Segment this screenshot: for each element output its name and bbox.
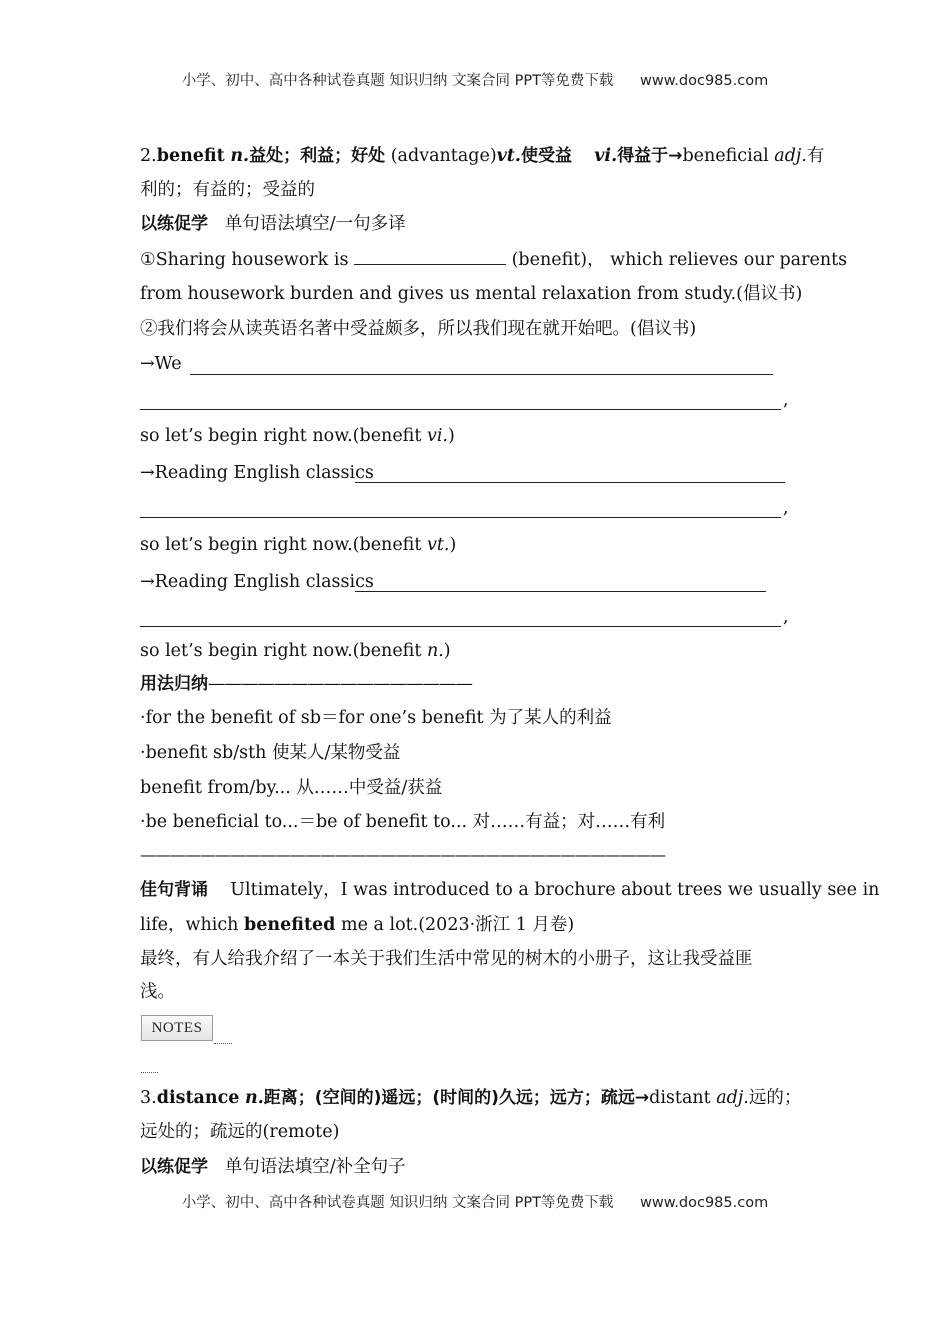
notes-dotted-line — [141, 1072, 158, 1073]
usage-label: 用法归纳 — [140, 674, 208, 694]
meaning-vt: 使受益 — [521, 146, 572, 166]
usage-item: ·for the benefit of sb＝for one’s benefit 为了某人的利益 — [140, 708, 612, 728]
usage-item: benefit from/by... 从……中受益/获益 — [140, 778, 443, 798]
derivative-meaning-cont: 利的；有益的；受益的 — [140, 180, 315, 200]
q2-we: →We — [140, 354, 182, 374]
q2-reading-text: →Reading English classics — [140, 572, 374, 592]
q2-we-line — [140, 347, 815, 381]
meaning-vi: 得益于→ — [617, 146, 683, 166]
practice-label: 以练促学 — [140, 214, 208, 234]
header-text: 小学、初中、高中各种试卷真题 知识归纳 文案合同 PPT等免费下载 — [181, 73, 614, 89]
q2-reading-2 — [140, 565, 815, 599]
q2-blank-2a[interactable] — [355, 482, 785, 483]
entry2-line2 — [140, 173, 815, 207]
entry-number: 3. — [140, 1088, 157, 1108]
pos-noun: n. — [244, 1088, 264, 1108]
q1-text-b: (benefit)， which relieves our parents — [511, 250, 848, 270]
q2-tail-close: ) — [443, 641, 451, 661]
footer-text: 小学、初中、高中各种试卷真题 知识归纳 文案合同 PPT等免费下载 — [181, 1195, 614, 1211]
derivative-meaning-cont: 远处的；疏远的(remote) — [140, 1122, 340, 1142]
q2-tail-text: so let’s begin right now.(benefit — [140, 641, 427, 661]
q2-reading-text: →Reading English classics — [140, 463, 374, 483]
q2-tail-text: so let’s begin right now.(benefit — [140, 426, 427, 446]
memorize-cn2: 浅。 — [140, 982, 175, 1002]
usage-item: ·benefit sb/sth 使某人/某物受益 — [140, 743, 401, 763]
practice-label: 以练促学 — [140, 1157, 208, 1177]
derivative: beneficial — [682, 146, 775, 166]
q2-tail-pos: vi. — [426, 426, 448, 446]
memorize-line2 — [140, 908, 815, 942]
memorize-cn1: 最终，有人给我介绍了一本关于我们生活中常见的树木的小册子，这让我受益匪 — [140, 949, 753, 969]
pos-vi: vi. — [594, 146, 618, 166]
memorize-en-2a: life，which — [140, 915, 245, 935]
q2-tail-pos: n. — [426, 641, 444, 661]
q2-reading-1 — [140, 456, 815, 490]
q2-tail-3 — [140, 634, 815, 668]
practice3-heading — [140, 1150, 815, 1184]
headword: distance — [156, 1088, 240, 1108]
notes-box[interactable]: NOTES — [141, 1015, 213, 1041]
derivative-meaning: 有 — [806, 146, 825, 166]
derivative-pos: adj. — [774, 146, 807, 166]
meaning-noun: 益处；利益；好处 — [249, 146, 386, 166]
practice-desc: 单句语法填空/补全句子 — [224, 1157, 406, 1177]
entry-number: 2. — [140, 146, 157, 166]
q2-chinese: ②我们将会从读英语名著中受益颇多，所以我们现在就开始吧。(倡议书) — [140, 319, 697, 339]
notes-dotted-line — [214, 1043, 232, 1044]
usage-end-dashes: ——————————————————————————————————— — [140, 845, 665, 864]
derivative-meaning: 远的； — [748, 1088, 802, 1108]
derivative-pos: adj. — [716, 1088, 749, 1108]
pos-noun: n. — [230, 146, 250, 166]
usage-heading — [140, 667, 815, 701]
q2-tail-1 — [140, 419, 815, 453]
memorize-line1 — [140, 873, 880, 907]
q2-cn — [140, 312, 815, 346]
derivative: distant — [649, 1088, 717, 1108]
q2-tail-2 — [140, 528, 815, 562]
q2-tail-close: ) — [449, 535, 457, 555]
q2-tail-text: so let’s begin right now.(benefit — [140, 535, 427, 555]
page-footer — [0, 1191, 950, 1212]
memorize-label: 佳句背诵 — [140, 880, 208, 900]
q2-comma-3: , — [783, 607, 789, 627]
memorize-en-1: Ultimately，I was introduced to a brochure about trees we usually see in — [230, 880, 880, 900]
q2-blank-2b[interactable] — [140, 517, 781, 518]
page-header — [0, 69, 950, 90]
q2-comma-2: , — [783, 498, 789, 518]
q1-line1 — [140, 243, 848, 277]
footer-url[interactable]: www.doc985.com — [640, 1195, 769, 1211]
q2-comma-1: , — [783, 390, 789, 410]
entry3-line1 — [140, 1081, 815, 1115]
usage-dashes: ———————————————— — [208, 674, 472, 694]
q2-tail-pos: vt. — [426, 535, 450, 555]
entry2-line1 — [140, 139, 825, 173]
q1-line2 — [140, 277, 815, 311]
q2-blank-3b[interactable] — [140, 626, 781, 627]
practice-heading — [140, 207, 815, 241]
usage-item: ·be beneficial to...＝be of benefit to... 对……有益；对……有利 — [140, 812, 666, 832]
memorize-keyword: benefited — [244, 915, 336, 935]
q2-blank-1b[interactable] — [140, 409, 781, 410]
q1-blank[interactable] — [354, 244, 506, 265]
q2-blank-1a[interactable] — [190, 374, 773, 375]
header-url[interactable]: www.doc985.com — [640, 73, 769, 89]
q2-tail-close: ) — [448, 426, 455, 446]
q1-text-a: ①Sharing housework is — [140, 250, 349, 270]
memorize-en-2c: me a lot.(2023·浙江 1 月卷) — [335, 915, 575, 935]
practice-desc: 单句语法填空/一句多译 — [224, 214, 406, 234]
synonym: (advantage) — [390, 146, 497, 166]
q1-text-c: from housework burden and gives us mental relaxation from study.(倡议书) — [140, 284, 803, 304]
pos-vt: vt. — [496, 146, 521, 166]
q2-blank-3a[interactable] — [355, 591, 766, 592]
entry3-line2 — [140, 1115, 815, 1149]
meaning-noun: 距离；(空间的)遥远；(时间的)久远；远方；疏远→ — [263, 1088, 650, 1108]
headword: benefit — [156, 146, 225, 166]
